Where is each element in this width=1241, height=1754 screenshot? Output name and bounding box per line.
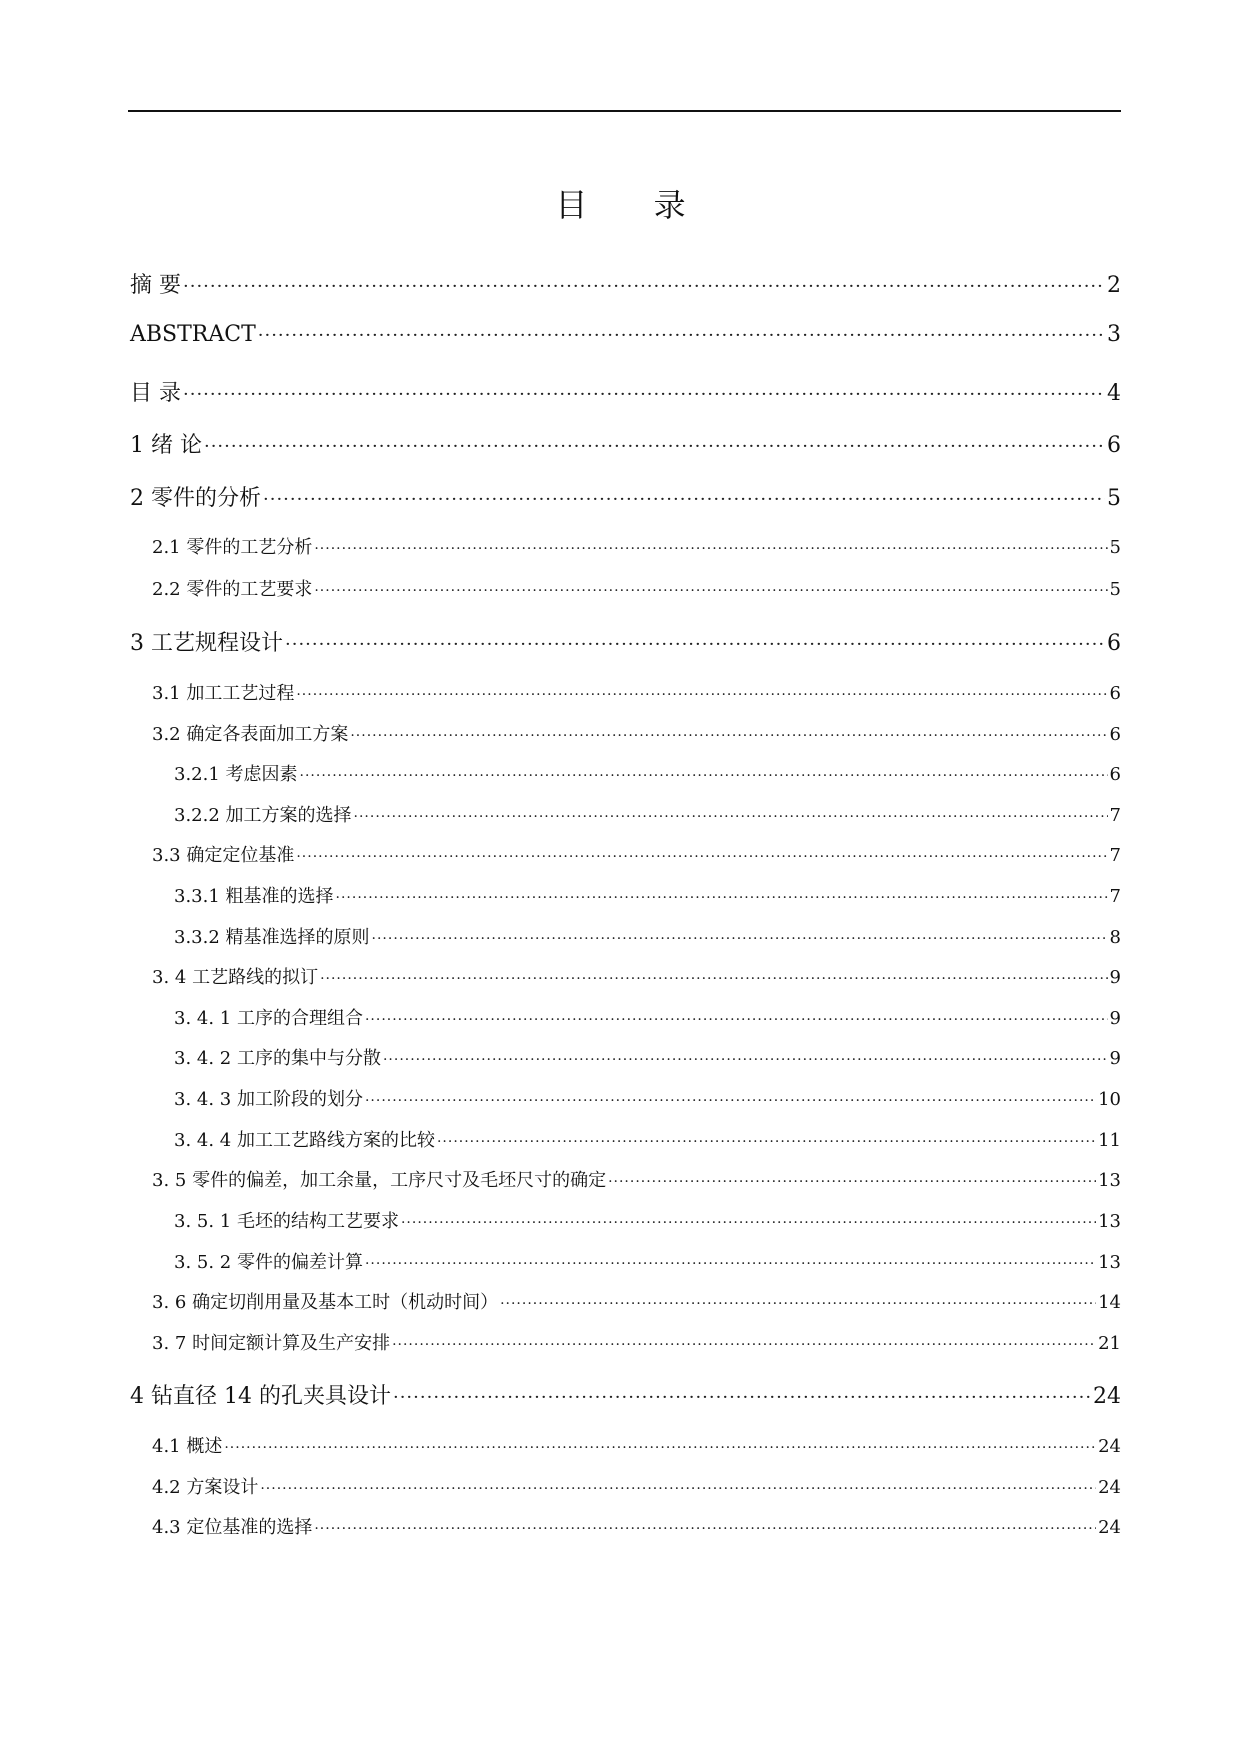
toc-entry-page-number: 9	[1109, 1008, 1121, 1029]
toc-entry[interactable]	[152, 841, 1121, 867]
toc-entry-label: 3.1 加工工艺过程	[152, 683, 295, 704]
toc-entry[interactable]	[152, 1473, 1121, 1499]
toc-entry-page-number: 2	[1107, 273, 1121, 298]
toc-leader-dots	[300, 768, 1108, 784]
toc-entry-page-number: 5	[1109, 579, 1121, 600]
toc-leader-dots	[296, 849, 1107, 865]
toc-leader-dots	[204, 436, 1105, 457]
toc-entry-page-number: 6	[1109, 764, 1121, 785]
toc-entry-label: 3. 4. 4 加工工艺路线方案的比较	[174, 1130, 435, 1151]
toc-entry-page-number: 24	[1093, 1384, 1121, 1409]
toc-entry-label: 2.2 零件的工艺要求	[152, 579, 313, 600]
toc-entry-label: 3. 4. 2 工序的集中与分散	[174, 1048, 381, 1069]
toc-entry[interactable]	[152, 1288, 1121, 1314]
toc-entry-page-number: 7	[1109, 886, 1121, 907]
toc-entry-page-number: 13	[1098, 1211, 1121, 1232]
toc-entry-page-number: 10	[1098, 1089, 1121, 1110]
toc-entry[interactable]	[152, 1166, 1121, 1192]
toc-entry[interactable]	[152, 575, 1121, 601]
toc-leader-dots	[314, 583, 1107, 599]
toc-leader-dots	[260, 1481, 1096, 1497]
toc-entry-label: ABSTRACT	[130, 322, 256, 347]
toc-leader-dots	[383, 1052, 1108, 1068]
toc-entry-label: 3. 5 零件的偏差，加工余量，工序尺寸及毛坯尺寸的确定	[152, 1170, 607, 1191]
toc-entry-page-number: 9	[1109, 967, 1121, 988]
toc-entry[interactable]	[174, 1004, 1121, 1030]
toc-entry[interactable]	[152, 1432, 1121, 1458]
toc-entry[interactable]	[174, 760, 1121, 786]
toc-leader-dots	[608, 1174, 1096, 1190]
page-title: 目 录	[555, 186, 714, 224]
toc-leader-dots	[437, 1134, 1096, 1150]
toc-leader-dots	[365, 1256, 1096, 1272]
toc-entry-page-number: 6	[1109, 724, 1121, 745]
toc-entry[interactable]	[130, 376, 1121, 407]
toc-entry[interactable]	[152, 533, 1121, 559]
toc-entry-label: 3.3 确定定位基准	[152, 845, 295, 866]
toc-entry[interactable]	[152, 963, 1121, 989]
toc-entry[interactable]	[152, 1329, 1121, 1355]
toc-entry-page-number: 14	[1098, 1292, 1121, 1313]
toc-entry[interactable]	[130, 322, 1121, 347]
toc-entry-label: 目 录	[130, 381, 181, 406]
toc-leader-dots	[372, 931, 1108, 947]
toc-entry-page-number: 6	[1107, 433, 1121, 458]
toc-entry[interactable]	[174, 1207, 1121, 1233]
toc-entry-label: 2 零件的分析	[130, 486, 261, 511]
toc-leader-dots	[224, 1440, 1096, 1456]
toc-entry[interactable]	[130, 268, 1121, 299]
toc-entry-label: 3.2 确定各表面加工方案	[152, 724, 349, 745]
toc-entry[interactable]	[130, 626, 1121, 657]
toc-leader-dots	[365, 1012, 1108, 1028]
header-rule	[128, 110, 1121, 112]
toc-entry[interactable]	[130, 428, 1121, 459]
toc-entry-label: 1 绪 论	[130, 433, 202, 458]
toc-entry[interactable]	[174, 923, 1121, 949]
toc-entry-page-number: 7	[1109, 805, 1121, 826]
toc-entry-label: 4.3 定位基准的选择	[152, 1517, 313, 1538]
toc-leader-dots	[401, 1215, 1096, 1231]
toc-entry-label: 4.1 概述	[152, 1436, 223, 1457]
toc-leader-dots	[392, 1337, 1096, 1353]
toc-entry-page-number: 21	[1098, 1333, 1121, 1354]
toc-leader-dots	[285, 634, 1105, 655]
toc-entry[interactable]	[174, 1044, 1121, 1070]
toc-leader-dots	[365, 1093, 1096, 1109]
toc-entry[interactable]	[174, 1248, 1121, 1274]
toc-entry-label: 3. 6 确定切削用量及基本工时（机动时间）	[152, 1292, 499, 1313]
toc-entry-label: 4 钻直径 14 的孔夹具设计	[130, 1384, 391, 1409]
toc-leader-dots	[354, 809, 1108, 825]
toc-entry-label: 3 工艺规程设计	[130, 631, 283, 656]
toc-entry-label: 3.3.2 精基准选择的原则	[174, 927, 370, 948]
toc-entry-label: 3. 4. 3 加工阶段的划分	[174, 1089, 363, 1110]
toc-entry-page-number: 24	[1098, 1517, 1121, 1538]
toc-entry[interactable]	[174, 1126, 1121, 1152]
toc-leader-dots	[183, 276, 1105, 297]
toc-entry[interactable]	[152, 720, 1121, 746]
toc-entry-label: 3. 4. 1 工序的合理组合	[174, 1008, 363, 1029]
toc-entry-label: 3. 5. 2 零件的偏差计算	[174, 1252, 363, 1273]
toc-entry[interactable]	[174, 801, 1121, 827]
toc-entry-page-number: 5	[1109, 537, 1121, 558]
toc-entry-label: 2.1 零件的工艺分析	[152, 537, 313, 558]
toc-entry-page-number: 13	[1098, 1170, 1121, 1191]
toc-leader-dots	[183, 384, 1105, 405]
toc-entry-label: 3. 4 工艺路线的拟订	[152, 967, 319, 988]
toc-entry-page-number: 13	[1098, 1252, 1121, 1273]
toc-entry-page-number: 7	[1109, 845, 1121, 866]
toc-entry-label: 摘 要	[130, 273, 181, 298]
toc-entry[interactable]	[152, 1513, 1121, 1539]
toc-entry-label: 3. 7 时间定额计算及生产安排	[152, 1333, 391, 1354]
toc-leader-dots	[393, 1387, 1091, 1408]
toc-entry-page-number: 6	[1109, 683, 1121, 704]
toc-leader-dots	[314, 541, 1107, 557]
toc-entry-label: 3.2.2 加工方案的选择	[174, 805, 352, 826]
toc-entry-label: 3.2.1 考虑因素	[174, 764, 298, 785]
toc-leader-dots	[500, 1296, 1096, 1312]
toc-entry-page-number: 8	[1109, 927, 1121, 948]
toc-entry-label: 3.3.1 粗基准的选择	[174, 886, 334, 907]
toc-entry-page-number: 24	[1098, 1436, 1121, 1457]
toc-entry[interactable]	[152, 679, 1121, 705]
toc-leader-dots	[336, 890, 1108, 906]
toc-entry-page-number: 9	[1109, 1048, 1121, 1069]
toc-entry[interactable]	[174, 882, 1121, 908]
toc-leader-dots	[320, 971, 1107, 987]
toc-leader-dots	[263, 489, 1105, 510]
toc-entry-label: 3. 5. 1 毛坯的结构工艺要求	[174, 1211, 399, 1232]
toc-entry-page-number: 11	[1098, 1130, 1121, 1151]
toc-entry-page-number: 24	[1098, 1477, 1121, 1498]
toc-entry-page-number: 4	[1107, 381, 1121, 406]
toc-entry-page-number: 5	[1107, 486, 1121, 511]
toc-entry[interactable]	[130, 481, 1121, 512]
toc-entry[interactable]	[130, 1379, 1121, 1410]
toc-leader-dots	[350, 728, 1107, 744]
toc-entry-page-number: 3	[1107, 322, 1121, 347]
toc-leader-dots	[296, 687, 1107, 703]
toc-entry[interactable]	[174, 1085, 1121, 1111]
toc-entry-page-number: 6	[1107, 631, 1121, 656]
toc-leader-dots	[314, 1521, 1096, 1537]
toc-leader-dots	[258, 325, 1105, 346]
toc-entry-label: 4.2 方案设计	[152, 1477, 259, 1498]
